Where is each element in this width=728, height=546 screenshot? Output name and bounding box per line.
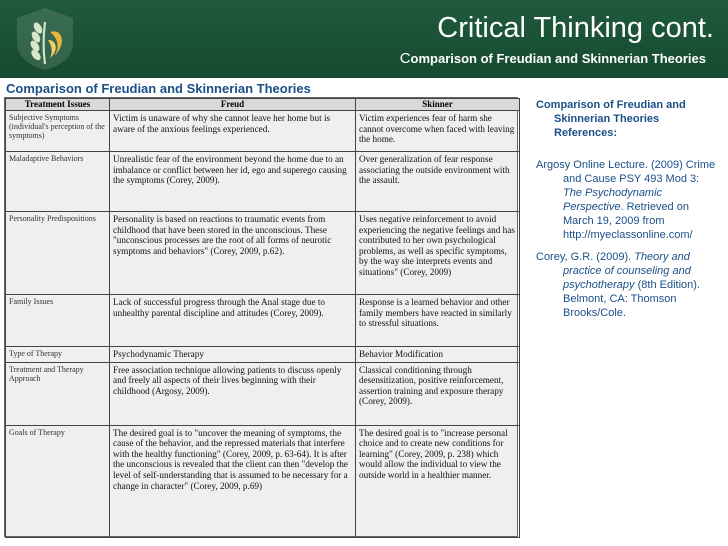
skinner-cell: Over generalization of fear response associating the outside environment with the assault. (356, 152, 520, 212)
column-header-treatment-issues: Treatment Issues (6, 99, 110, 111)
issue-cell: Family Issues (6, 295, 110, 347)
skinner-cell: The desired goal is to "increase personal choice and to create new conditions for learning" (Corey, 2009, p. 238) which would allow the individual to view the outside world in a healthier manner. (356, 425, 520, 537)
issue-cell: Type of Therapy (6, 347, 110, 363)
reference-text: Argosy Online Lecture. (2009) Crime and Cause PSY 493 Mod 3: (536, 159, 716, 185)
skinner-cell: Victim experiences fear of harm she cannot overcome when faced with leaving the home. (356, 111, 520, 152)
freud-cell: Psychodynamic Therapy (110, 347, 356, 363)
table-header-row (6, 99, 520, 111)
reference-text: Corey, G.R. (2009). (536, 251, 635, 263)
reference-source: . Retrieved on March 19, 2009 from http://myeclassonline.com/ (563, 201, 693, 241)
issue-cell: Subjective Symptoms (individual's perception of the symptoms) (6, 111, 110, 152)
reference-item (536, 250, 720, 320)
freud-cell: Victim is unaware of why she cannot leave her home but is aware of the anxious feelings experienced. (110, 111, 356, 152)
section-label: Comparison of Freudian and Skinnerian Theories (6, 81, 311, 96)
subtitle-initial: C (399, 50, 411, 67)
table-row (6, 111, 520, 152)
skinner-cell: Behavior Modification (356, 347, 520, 363)
issue-cell: Maladaptive Behaviors (6, 152, 110, 212)
table-row (6, 152, 520, 212)
table-row (6, 212, 520, 295)
table-row (6, 425, 520, 537)
slide-title: Critical Thinking cont. (437, 12, 714, 44)
freud-cell: Free association technique allowing patients to discuss openly and freely all aspects of their lives beginning with their childhood (Argosy, 2009). (110, 362, 356, 425)
column-header-freud: Freud (110, 99, 356, 111)
reference-item (536, 158, 720, 242)
comparison-table (5, 98, 520, 538)
reference-title: The Psychodynamic Perspective (563, 187, 663, 213)
table-row (6, 295, 520, 347)
wheat-leaf-logo-icon (12, 6, 78, 72)
skinner-cell: Uses negative reinforcement to avoid experiencing the negative feelings and has contributed to her own psychological problems, as well as specific symptoms, by the way she interprets events and situations" (Corey, 2009) (356, 212, 520, 295)
skinner-cell: Classical conditioning through desensitization, positive reinforcement, assertion training and exposure therapy (Corey, 2009). (356, 362, 520, 425)
issue-cell: Personality Predispositions (6, 212, 110, 295)
skinner-cell: Response is a learned behavior and other family members have reacted in similarly to stressful situations. (356, 295, 520, 347)
subtitle-text: omparison of Freudian and Skinnerian Theories (410, 51, 706, 66)
table-row (6, 362, 520, 425)
slide-header (0, 0, 728, 78)
references-heading: Comparison of Freudian and Skinnerian Theories References: (536, 99, 686, 139)
issue-cell: Treatment and Therapy Approach (6, 362, 110, 425)
column-header-skinner: Skinner (356, 99, 520, 111)
comparison-table-image (4, 97, 518, 537)
reference-title: Theory and practice of counseling and psychotherapy (563, 251, 691, 291)
freud-cell: Personality is based on reactions to traumatic events from childhood that have been stored in the unconscious. These "unconscious processes are the root of all forms of neurotic symptoms and behaviors" (Corey, 2009, p.62). (110, 212, 356, 295)
freud-cell: Lack of successful progress through the Anal stage due to unhealthy parental discipline and attitudes (Corey, 2009). (110, 295, 356, 347)
table-row (6, 347, 520, 363)
freud-cell: The desired goal is to "uncover the meaning of symptoms, the cause of the behavior, and the repressed materials that interfere with the healthy functioning" (Corey, 2009, p. 63-64). It is after the unconscious is revealed that the client can then "develop the level of self-understanding that is assumed to be necessary for a change in character" (Corey, 2009, p.69) (110, 425, 356, 537)
slide-subtitle (400, 50, 706, 67)
references-panel (536, 98, 720, 328)
freud-cell: Unrealistic fear of the environment beyond the home due to an imbalance or conflict between her id, ego and superego causing the symptoms (Corey, 2009). (110, 152, 356, 212)
issue-cell: Goals of Therapy (6, 425, 110, 537)
reference-source: (8th Edition). Belmont, CA: Thomson Brooks/Cole. (563, 279, 700, 319)
